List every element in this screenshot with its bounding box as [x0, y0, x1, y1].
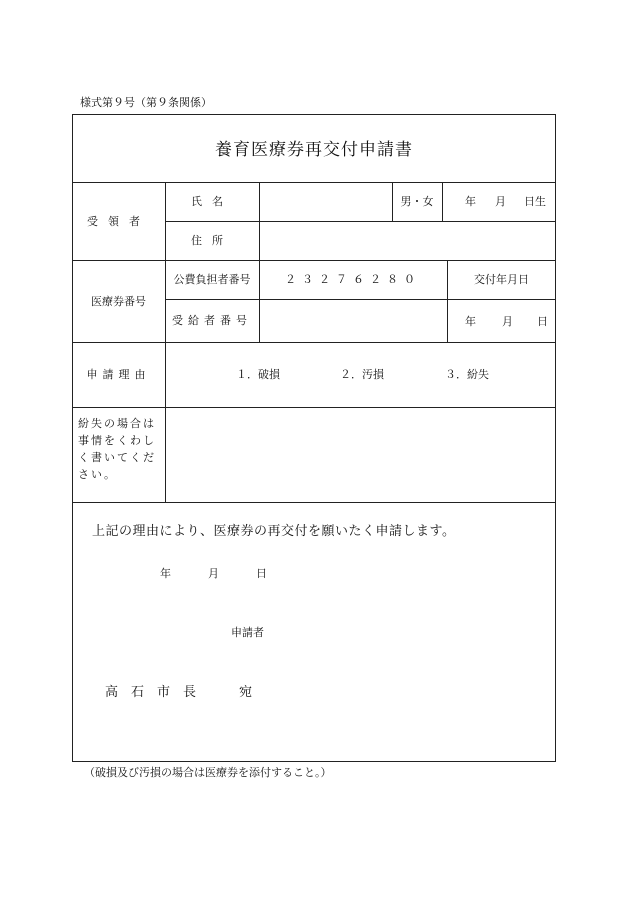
payer-number-value: ２３２７６２８０ [285, 273, 421, 286]
ticket-section-label: 医療券番号 [91, 294, 146, 308]
reason-option-soiled[interactable]: ２．汚損 [340, 368, 384, 381]
lost-circumstances-field[interactable] [166, 408, 555, 501]
applicant-label: 申請者 [231, 626, 264, 639]
recipient-number-label: 受給者番号 [172, 314, 252, 327]
recipient-section-label: 受領者 [87, 214, 150, 228]
birth-day-label: 日生 [524, 195, 546, 208]
addressee-suffix: 宛 [239, 685, 253, 700]
name-field[interactable] [260, 183, 391, 220]
form-title: 養育医療券再交付申請書 [215, 140, 413, 160]
address-field[interactable] [260, 222, 555, 259]
name-label: 氏名 [191, 195, 233, 208]
recipient-number-field[interactable] [260, 300, 446, 341]
addressee-name: 高石市長 [105, 685, 210, 700]
payer-number-label: 公費負担者番号 [173, 273, 251, 286]
divider [442, 182, 443, 221]
date-year-label: 年 [160, 567, 171, 580]
birth-month-label: 月 [495, 195, 506, 208]
reason-option-damaged[interactable]: １．破損 [236, 368, 280, 381]
date-month-label: 月 [208, 567, 219, 580]
issue-year-label: 年 [465, 315, 476, 328]
reason-label: 申請理由 [86, 368, 151, 381]
address-label: 住所 [191, 234, 233, 247]
issue-date-label: 交付年月日 [474, 273, 529, 286]
birth-year-label: 年 [465, 195, 476, 208]
sex-selector[interactable]: 男・女 [400, 195, 434, 208]
issue-day-label: 日 [537, 315, 548, 328]
footnote: （破損及び汚損の場合は医療券を添付すること。） [84, 766, 332, 779]
divider [72, 502, 556, 503]
issue-month-label: 月 [502, 315, 513, 328]
lost-circumstances-note: 紛失の場合は事情をくわしく書いてください。 [78, 417, 156, 481]
reason-option-lost[interactable]: ３．紛失 [445, 368, 489, 381]
date-day-label: 日 [256, 567, 267, 580]
application-statement: 上記の理由により、医療券の再交付を願いたく申請します。 [92, 524, 456, 539]
form-number: 様式第９号（第９条関係） [80, 96, 212, 109]
